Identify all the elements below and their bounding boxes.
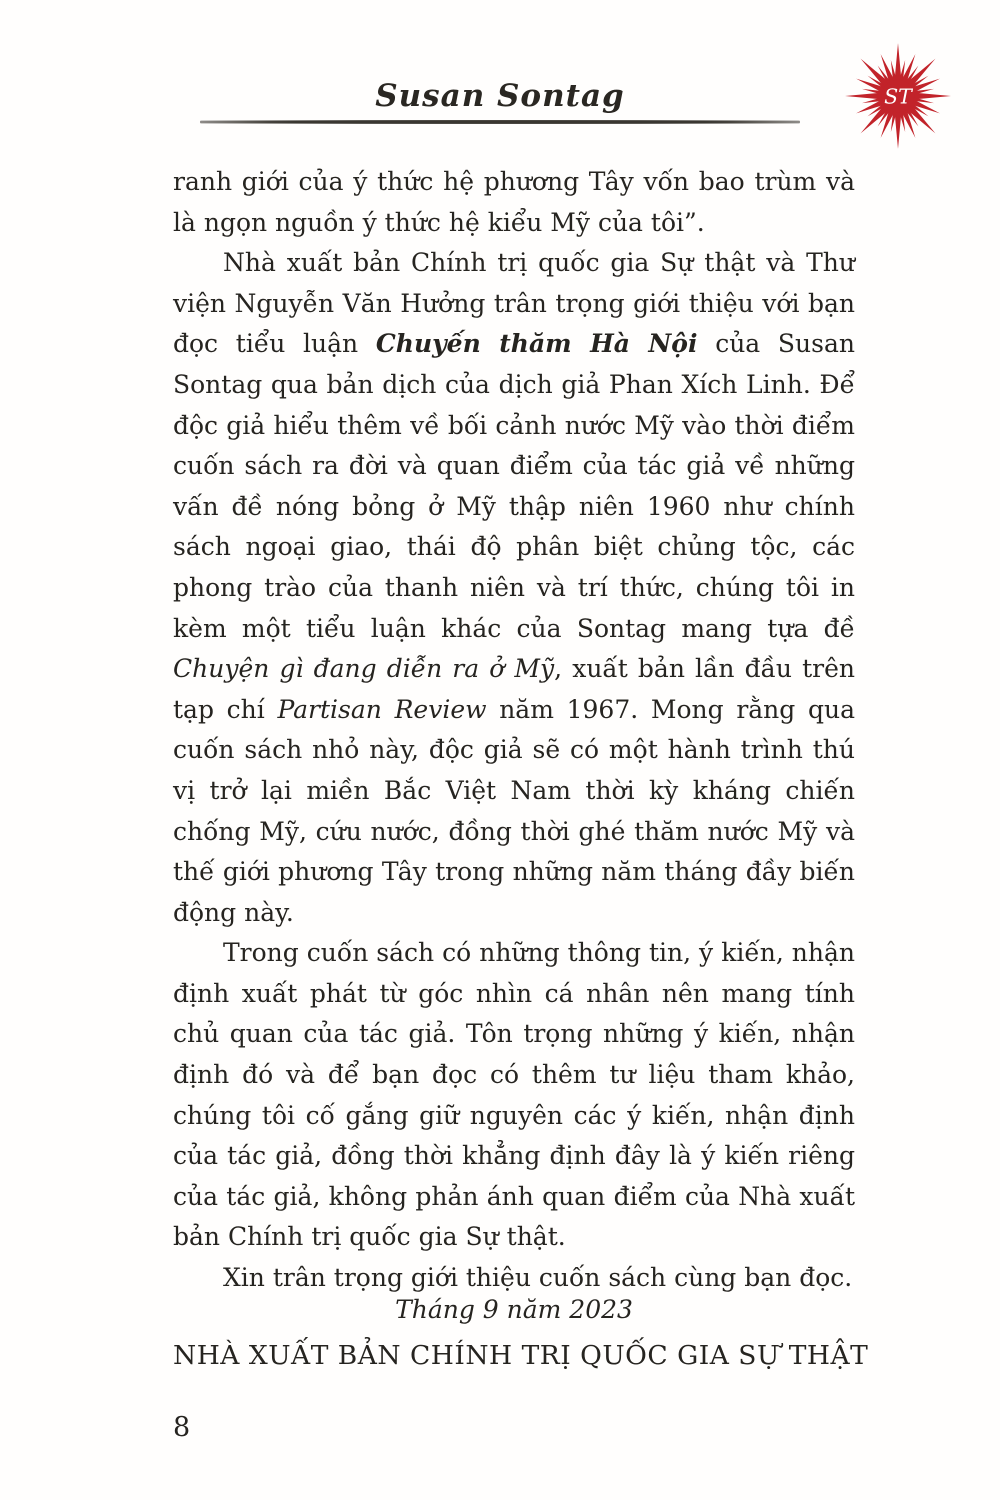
text-segment: Trong cuốn sách có những thông tin, ý kiến, nhận định xuất phát từ góc nhìn cá nhân nên mang tính chủ quan của tác giả. Tôn trọng những ý kiến, nhận định đó và để bạn đọc có thêm tư liệu tham khảo, chúng tôi cố gắng giữ nguyên các ý kiến, nhận định của tác giả, đồng thời khẳng định đây là ý kiến riêng của tác giả, không phản ánh quan điểm của Nhà xuất bản Chính trị quốc gia Sự thật. (173, 938, 855, 1252)
text-segment: , xuất bản lần đầu trên tạp chí (173, 654, 856, 724)
signoff-date: Tháng 9 năm 2023 (395, 1295, 633, 1324)
starburst-logo-icon (844, 42, 952, 150)
logo-monogram: ST (884, 84, 912, 109)
header-rule (200, 120, 800, 124)
running-head-author: Susan Sontag (375, 78, 625, 114)
text-segment: Chuyện gì đang diễn ra ở Mỹ (173, 654, 555, 684)
text-segment: Chuyến thăm Hà Nội (375, 329, 698, 359)
paragraph (173, 933, 855, 1258)
text-segment: Nhà xuất bản Chính trị quốc gia Sự thật và Thư viện Nguyễn Văn Hưởng trân trọng giới thiệu với bạn đọc tiểu luận (173, 248, 855, 359)
paragraph (173, 162, 855, 243)
text-segment: của Susan Sontag qua bản dịch của dịch giả Phan Xích Linh. Để độc giả hiểu thêm về bối cảnh nước Mỹ vào thời điểm cuốn sách ra đời và quan điểm của tác giả về những vấn đề nóng bỏng ở Mỹ thập niên 1960 như chính sách ngoại giao, thái độ phân biệt chủng tộc, các phong trào của thanh niên và trí thức, chúng tôi in kèm một tiểu luận khác của Sontag mang tựa đề (173, 329, 855, 643)
text-segment: Xin trân trọng giới thiệu cuốn sách cùng bạn đọc. (223, 1263, 853, 1293)
page-number: 8 (173, 1412, 191, 1443)
publisher-logo (844, 42, 952, 150)
paragraph (173, 1258, 855, 1299)
text-segment: Partisan Review (277, 694, 487, 724)
signoff-block (173, 1295, 869, 1371)
body-text (173, 162, 855, 1299)
paragraph (173, 243, 855, 933)
text-segment: ranh giới của ý thức hệ phương Tây vốn bao trùm và là ngọn nguồn ý thức hệ kiểu Mỹ của tôi”. (173, 167, 855, 237)
signoff-publisher: NHÀ XUẤT BẢN CHÍNH TRỊ QUỐC GIA SỰ THẬT (173, 1340, 869, 1371)
text-segment: năm 1967. Mong rằng qua cuốn sách nhỏ này, độc giả sẽ có một hành trình thú vị trở lại miền Bắc Việt Nam thời kỳ kháng chiến chống Mỹ, cứu nước, đồng thời ghé thăm nước Mỹ và thế giới phương Tây trong những năm tháng đầy biến động này. (173, 694, 855, 927)
